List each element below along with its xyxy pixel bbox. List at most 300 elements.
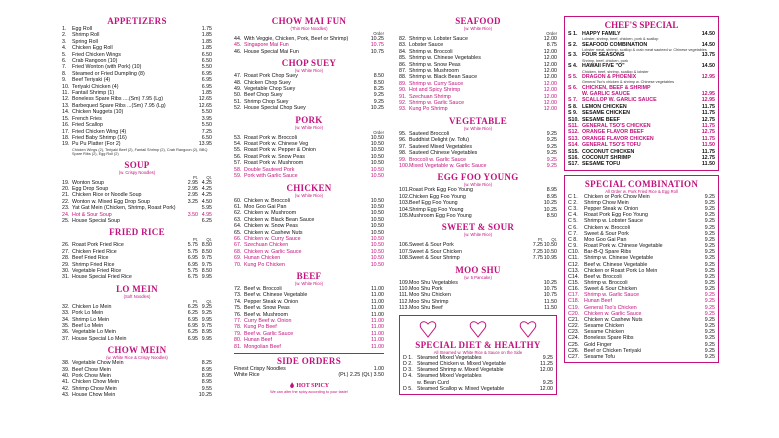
- item-price: 12.00: [543, 48, 557, 55]
- item-name: Steamed Shrimp w. Mixed Vegetable: [417, 367, 504, 374]
- item-name: Wonton Soup: [72, 179, 105, 186]
- item-price-quart: 8.95: [201, 329, 212, 336]
- item-price: 9.25: [542, 379, 553, 386]
- section-title: BEEF: [296, 270, 322, 281]
- chili-pepper-icon: [289, 382, 295, 389]
- item-description: Shrimp, beef, chicken, pork: [582, 58, 629, 63]
- item-price: 9.25: [704, 292, 715, 299]
- item-name: Mongolian Beef: [244, 343, 281, 350]
- item-price: 12.00: [543, 80, 557, 87]
- item-price: 1.85: [201, 90, 212, 97]
- item-price: 11.75: [702, 135, 715, 142]
- menu-item: [399, 163, 557, 169]
- chow-mein-section: [62, 345, 212, 398]
- item-number: C 1.: [568, 193, 578, 200]
- item-price: 1.75: [201, 26, 212, 32]
- item-price: 9.25: [704, 230, 715, 237]
- item-price: 9.25: [704, 193, 715, 200]
- item-number: 33.: [62, 310, 70, 317]
- item-number: 88.: [399, 74, 407, 81]
- item-number: 65.: [234, 229, 242, 236]
- item-price: 12.95: [701, 73, 715, 80]
- item-name: Roast Pork w. Snow Peas: [244, 153, 305, 160]
- item-number: 105.: [399, 212, 410, 219]
- section-title: CHOW MEIN: [107, 345, 167, 356]
- item-number: 36.: [62, 329, 70, 336]
- item-price: 11.00: [371, 292, 384, 299]
- item-name: Steamed Chicken w. Mixed Vegetable: [417, 360, 506, 367]
- item-number: 19.: [62, 141, 70, 148]
- item-name: Vegetable Chop Suey: [244, 86, 296, 93]
- item-number: 68.: [234, 248, 242, 255]
- item-name: Chicken w. Broccoli: [244, 197, 290, 204]
- item-price: 11.00: [371, 285, 384, 292]
- item-price: 1.85: [201, 38, 212, 45]
- item-name: Moo Shu Vegetables: [409, 279, 458, 286]
- item-number: 28.: [62, 255, 70, 262]
- item-number: 106.: [399, 242, 410, 249]
- item-price: 14.50: [701, 31, 715, 37]
- item-name: Fantail Shrimp (1): [72, 90, 115, 97]
- item-name: Gold Finger: [584, 341, 612, 348]
- item-price: 9.25: [546, 156, 557, 163]
- item-name: Moo Goo Gai Pan: [244, 203, 287, 210]
- item-name: Pepper Steak w. Onion: [584, 206, 639, 213]
- item-number: 79.: [234, 330, 242, 337]
- item-price: 9.25: [704, 286, 715, 293]
- item-price: 12.00: [543, 93, 557, 100]
- item-price: 8.25: [201, 360, 212, 367]
- item-name: Chicken w. Garlic Sauce: [244, 248, 302, 255]
- section-title: MOO SHU: [455, 264, 501, 275]
- vegetable-section: [399, 116, 557, 169]
- item-number: 51.: [234, 98, 242, 105]
- item-price: 11.00: [371, 298, 384, 305]
- special-combination-section: [564, 175, 719, 363]
- item-number: 101.: [399, 187, 410, 194]
- item-name: Chicken or Roast Pork Lo Mein: [584, 267, 658, 274]
- item-price: 6.50: [201, 58, 212, 65]
- item-number: C15.: [568, 279, 580, 286]
- item-price: 10.50: [370, 160, 384, 167]
- menu-column-3: [399, 16, 557, 395]
- item-number: 84.: [399, 48, 407, 55]
- item-name: Spring Roll: [72, 38, 98, 45]
- item-name: Chicken w. Garlic Sauce: [584, 310, 642, 317]
- item-price: 9.25: [704, 273, 715, 280]
- item-name: General Tso's Chicken: [584, 304, 637, 311]
- item-number: 19.: [62, 179, 70, 186]
- item-price: 10.25: [198, 392, 212, 399]
- item-number: 97.: [399, 143, 407, 150]
- item-number: 20.: [62, 185, 70, 192]
- item-number: 100.: [399, 162, 410, 169]
- chicken-section: [234, 183, 384, 268]
- item-number: C 5.: [568, 218, 578, 225]
- item-price-pint: 6.95: [187, 255, 198, 262]
- item-number: 52.: [234, 105, 242, 112]
- item-price: 9.25: [704, 347, 715, 354]
- item-price-quart: 9.75: [201, 323, 212, 330]
- item-number: C23.: [568, 329, 580, 336]
- item-name: Chicken or Pork Chow Mein: [584, 193, 650, 200]
- item-number: 96.: [399, 137, 407, 144]
- section-subtitle: All Order w. Pork Fried Rice & Egg Roll: [605, 188, 678, 194]
- price-header: Pt. Qt.: [537, 237, 557, 243]
- seafood-section: [399, 16, 557, 113]
- item-price: 8.95: [201, 373, 212, 380]
- item-name: SESAME BEEF: [582, 116, 620, 123]
- item-price: 10.50: [370, 134, 384, 141]
- item-price: 8.95: [546, 193, 557, 200]
- item-name: Beef Chow Mein: [72, 366, 111, 373]
- item-number: 31.: [62, 274, 70, 281]
- item-price-pint: 6.25: [187, 310, 198, 317]
- item-price-quart: 4.25: [201, 185, 212, 192]
- item-number: 25.: [62, 217, 70, 224]
- item-number: D 4.: [403, 373, 413, 380]
- item-price: 9.25: [704, 206, 715, 213]
- item-name: Sauteed Broccoli: [409, 130, 450, 137]
- item-name: Shrimp w. Snow Peas: [409, 61, 461, 68]
- item-number: 10.: [62, 83, 70, 90]
- item-price-quart: 9.95: [201, 316, 212, 323]
- item-number: 50.: [234, 92, 242, 99]
- item-price: 11.00: [371, 324, 384, 331]
- item-name: Hunan Chicken: [244, 255, 281, 262]
- item-number: 35.: [62, 323, 70, 330]
- item-number: 87.: [399, 68, 407, 75]
- item-price: 9.25: [704, 261, 715, 268]
- item-price: 12.00: [543, 36, 557, 42]
- item-number: 3.: [62, 38, 67, 45]
- section-subtitle: (w. Crispy Noodles): [118, 169, 156, 175]
- item-price: 9.25: [704, 243, 715, 250]
- section-subtitle: (w. White Rice): [463, 232, 493, 238]
- item-name: Egg Roll: [72, 26, 93, 32]
- item-name: Shrimp Egg Foo Young: [409, 206, 464, 213]
- item-price: 12.95: [701, 90, 715, 97]
- side-orders-section: [234, 353, 384, 394]
- item-price: 12.00: [543, 74, 557, 81]
- item-price-quart: 10.95: [543, 255, 557, 262]
- item-price: 9.25: [373, 98, 384, 105]
- item-name: Pork Chow Mein: [72, 373, 111, 380]
- item-price-quart: 4.25: [201, 192, 212, 199]
- item-price: 9.25: [546, 143, 557, 150]
- item-name: Shrimp Chow Mein: [584, 199, 629, 206]
- item-number: D 5.: [403, 386, 413, 393]
- item-number: 32.: [62, 303, 70, 310]
- item-name: Beef w. Chinese Vegetable: [244, 292, 308, 299]
- item-price: 14.50: [701, 63, 715, 70]
- item-price-pint: 7.75: [532, 255, 543, 262]
- menu-column-2: [234, 16, 384, 394]
- item-number: C26.: [568, 347, 580, 354]
- item-name: Roast Pork w. Broccoli: [244, 134, 297, 141]
- section-subtitle: (w. White Rice): [294, 280, 324, 286]
- item-name: LEMON CHICKEN: [582, 103, 627, 110]
- item-price-pint: 2.95: [187, 179, 198, 186]
- item-number: 8.: [62, 70, 67, 77]
- item-number: D 3.: [403, 367, 413, 374]
- item-price: 10.50: [370, 261, 384, 268]
- item-number: 29.: [62, 261, 70, 268]
- item-number: 95.: [399, 130, 407, 137]
- item-number: C13.: [568, 267, 580, 274]
- menu-column-1: [62, 16, 212, 402]
- item-number: S16.: [568, 154, 579, 161]
- egg-foo-young-section: [399, 172, 557, 219]
- menu-item: [234, 105, 384, 111]
- item-name: Shrimp Roll: [72, 32, 100, 39]
- item-name: Steamed or Fried Dumpling (8): [72, 70, 145, 77]
- item-number: 49.: [234, 86, 242, 93]
- pork-section: [234, 115, 384, 180]
- item-price-quart: 6.25: [201, 217, 212, 224]
- chop-suey-section: [234, 58, 384, 111]
- section-title: PORK: [295, 114, 323, 125]
- item-name: Sesame Chicken: [584, 329, 625, 336]
- item-name: Sauteed Chinese Vegetables: [409, 150, 478, 157]
- item-name: Steamed Scallop w. Mixed Vegetable: [417, 386, 505, 393]
- menu-item: [62, 218, 212, 224]
- item-name: Roast Pork Chop Suey: [244, 73, 298, 80]
- item-price-pint: 6.25: [187, 303, 198, 310]
- item-description: General Tso's chicken & shrimp w. Chinese vegetables: [582, 80, 675, 85]
- menu-column-4: [564, 16, 719, 363]
- item-number: 42.: [62, 385, 70, 392]
- item-name: Buddhist Delight (w. Tofu): [409, 137, 469, 144]
- item-name: Vegetable Chow Mein: [72, 360, 124, 367]
- item-number: 66.: [234, 235, 242, 242]
- item-price-pint: 5.75: [187, 242, 198, 249]
- item-name: House Special Lo Mein: [72, 335, 127, 342]
- item-name: Chicken w. Cashew Nuts: [584, 316, 643, 323]
- item-number: C 4.: [568, 212, 578, 219]
- item-number: 112.: [399, 298, 409, 305]
- item-number: S 5.: [568, 73, 578, 80]
- item-number: C14.: [568, 273, 580, 280]
- item-number: 53.: [234, 134, 242, 141]
- chefs-special-section: [564, 16, 719, 171]
- price-header: Order: [546, 31, 557, 36]
- item-price: 11.50: [702, 142, 715, 149]
- item-number: S13.: [568, 135, 579, 142]
- item-number: 18.: [62, 134, 70, 141]
- item-name: Beef w. Broccoli: [584, 273, 622, 280]
- menu-item: [234, 173, 384, 179]
- item-number: S 7.: [568, 97, 578, 104]
- item-price: 8.95: [201, 366, 212, 373]
- item-price: 14.50: [701, 41, 715, 48]
- item-price: 10.25: [543, 206, 557, 213]
- item-price-pint: 3.50: [187, 211, 198, 218]
- item-name: With Veggie, Chicken, Pork, Beef or Shrimp): [244, 36, 349, 42]
- item-price: 1.85: [201, 32, 212, 39]
- price-header: Pt. Qt.: [192, 237, 212, 243]
- item-number: 62.: [234, 210, 242, 217]
- item-name: Steamed Mixed Vegetables: [417, 354, 482, 361]
- item-price: 10.50: [370, 153, 384, 160]
- item-number: 75.: [234, 305, 242, 312]
- item-name: Chicken Rice or Noodle Soup: [72, 192, 142, 199]
- item-number: 111.: [399, 292, 409, 299]
- item-number: C16.: [568, 286, 580, 293]
- item-price: 12.00: [543, 106, 557, 113]
- price-header: Pt. Qt.: [192, 174, 212, 180]
- item-number: 17.: [62, 128, 70, 135]
- item-number: 23.: [62, 205, 70, 212]
- menu-item: [234, 344, 384, 350]
- item-name: Yat Gat Mein (Chicken, Shrimp, Roast Pork): [72, 205, 176, 212]
- item-name: Chicken Chop Suey: [244, 79, 291, 86]
- soup-section: [62, 160, 212, 225]
- item-price-quart: 5.95: [201, 205, 212, 212]
- item-number: 56.: [234, 153, 242, 160]
- menu-item: [568, 63, 715, 69]
- item-name: Beef w. Mushroom: [244, 311, 288, 318]
- item-name: Sweet & Sour Chicken: [584, 286, 637, 293]
- appetizers-section: [62, 16, 212, 157]
- item-name: Chicken Nuggets (10): [72, 109, 124, 116]
- item-price: 11.25: [540, 360, 553, 367]
- item-name: Fried Scallop: [72, 122, 103, 129]
- item-price: 9.25: [704, 255, 715, 262]
- item-price: 10.50: [370, 242, 384, 249]
- item-name: Roast Pork w. Pepper & Onion: [244, 147, 316, 154]
- item-price-quart: 9.95: [201, 335, 212, 342]
- item-name: Shrimp w. Lobster Sauce: [584, 218, 643, 225]
- item-price: 8.50: [373, 73, 384, 80]
- item-name: Shrimp w. Garlic Sauce: [409, 100, 465, 107]
- item-number: 60.: [234, 197, 242, 204]
- item-name: SESAME TOFU: [582, 161, 621, 168]
- item-number: S 9.: [568, 110, 578, 117]
- section-title: EGG FOO YOUNG: [437, 172, 519, 183]
- item-name: Fried Wonton (with Pork) (10): [72, 64, 142, 71]
- item-price: 13.75: [701, 52, 715, 59]
- menu-item: [62, 141, 212, 147]
- item-price: 9.25: [542, 354, 553, 361]
- item-name: Curry Beef w. Onion: [244, 318, 292, 324]
- item-price: 9.25: [546, 150, 557, 157]
- item-price: 11.00: [371, 343, 384, 350]
- item-price: 8.95: [546, 187, 557, 194]
- item-number: 103.: [399, 200, 410, 207]
- section-subtitle: (w. 5 Pancake): [464, 274, 492, 280]
- heart-icon: [519, 319, 537, 339]
- item-price-pint: 6.95: [187, 335, 198, 342]
- item-number: 6.: [62, 58, 67, 65]
- item-price: 12.75: [701, 116, 715, 123]
- item-price: 10.25: [370, 105, 384, 112]
- item-name: Shrimp w. Mushroom: [409, 68, 459, 75]
- item-name: Steamed Mixed Vegetables: [417, 373, 482, 380]
- item-number: 108.: [399, 255, 410, 262]
- item-number: 61.: [234, 203, 242, 210]
- item-number: 64.: [234, 223, 242, 230]
- item-name: Hot & Sour Soup: [72, 211, 112, 218]
- menu-item: [568, 161, 715, 167]
- item-number: 113.: [399, 305, 409, 312]
- section-subtitle: (Thin Rice Noodles): [290, 26, 328, 31]
- item-number: 58.: [234, 166, 242, 173]
- item-name: Fried Chicken Wings: [72, 51, 121, 58]
- item-price: 9.25: [704, 335, 715, 342]
- item-price: 11.00: [371, 337, 384, 344]
- item-price-pint: 5.75: [187, 248, 198, 255]
- item-price: 13.95: [198, 141, 212, 148]
- item-number: 14.: [62, 109, 70, 116]
- section-title: FRIED RICE: [109, 227, 165, 238]
- item-number: 48.: [234, 79, 242, 86]
- item-number: S 8.: [568, 103, 578, 110]
- item-name: Finest Crispy Noodles: [234, 366, 286, 373]
- item-name: Vegetable Fried Rice: [72, 268, 122, 274]
- section-subtitle: All Steamed w. White Rice & Sauce on the Side: [433, 349, 523, 355]
- item-price: 11.75: [702, 103, 715, 110]
- item-price: 9.25: [546, 162, 557, 169]
- item-price: 11.75: [702, 122, 715, 129]
- item-price: 9.25: [704, 199, 715, 206]
- item-name: Chicken w. Broccoli: [584, 224, 630, 231]
- item-name: Hot and Spicy Shrimp: [409, 87, 461, 94]
- item-name: Beef or Chicken Teriyaki: [584, 347, 642, 354]
- item-price-pint: 6.95: [187, 316, 198, 323]
- item-price: 12.00: [543, 100, 557, 107]
- item-price: 11.50: [702, 161, 715, 168]
- item-name: Boneless Spare Ribs ....(Sm) 7.95 (Lg): [72, 96, 163, 103]
- item-name: SEAFOOD COMBINATION: [582, 41, 648, 48]
- item-name: Roast Pork w. Chinese Vegetable: [584, 243, 663, 250]
- item-name: SCALLOP W. GARLIC SAUCE: [582, 97, 657, 104]
- item-price-pint: 6.25: [187, 329, 198, 336]
- item-price: 12.75: [701, 129, 715, 136]
- section-title: CHEF'S SPECIAL: [604, 20, 679, 30]
- item-number: 2.: [62, 32, 67, 39]
- item-number: 26.: [62, 242, 70, 249]
- item-price-quart: 8.50: [201, 242, 212, 249]
- item-price: 9.25: [704, 316, 715, 323]
- item-number: S17.: [568, 161, 579, 168]
- item-price: 10.50: [370, 235, 384, 242]
- item-price: 11.50: [544, 305, 557, 312]
- item-price: 12.00: [539, 367, 553, 374]
- item-name: COCONUT CHICKEN: [582, 148, 635, 155]
- price-header: Order: [373, 31, 384, 36]
- item-number: 40.: [62, 373, 70, 380]
- item-price-quart: 10.50: [543, 242, 557, 249]
- item-number: D 2.: [403, 360, 413, 367]
- item-price: 9.25: [704, 329, 715, 336]
- item-price: 11.00: [371, 330, 384, 337]
- item-number: S 3.: [568, 52, 578, 59]
- item-name: Egg Drop Soup: [72, 185, 109, 192]
- item-name: Sweet & Sour Pork: [409, 242, 454, 249]
- item-number: 73.: [234, 292, 242, 299]
- item-name: HAPPY FAMILY: [582, 31, 621, 37]
- item-price: 10.25: [543, 279, 557, 286]
- item-number: S 2.: [568, 41, 578, 48]
- chow-mai-fun-section: [234, 16, 384, 55]
- item-price: 12.00: [543, 61, 557, 68]
- item-number: C20.: [568, 310, 580, 317]
- item-name: Kung Po Chicken: [244, 261, 285, 268]
- item-price-quart: 10.50: [543, 248, 557, 255]
- section-subtitle: (w. White Rice): [294, 124, 324, 130]
- item-price-quart: 4.95: [201, 211, 212, 218]
